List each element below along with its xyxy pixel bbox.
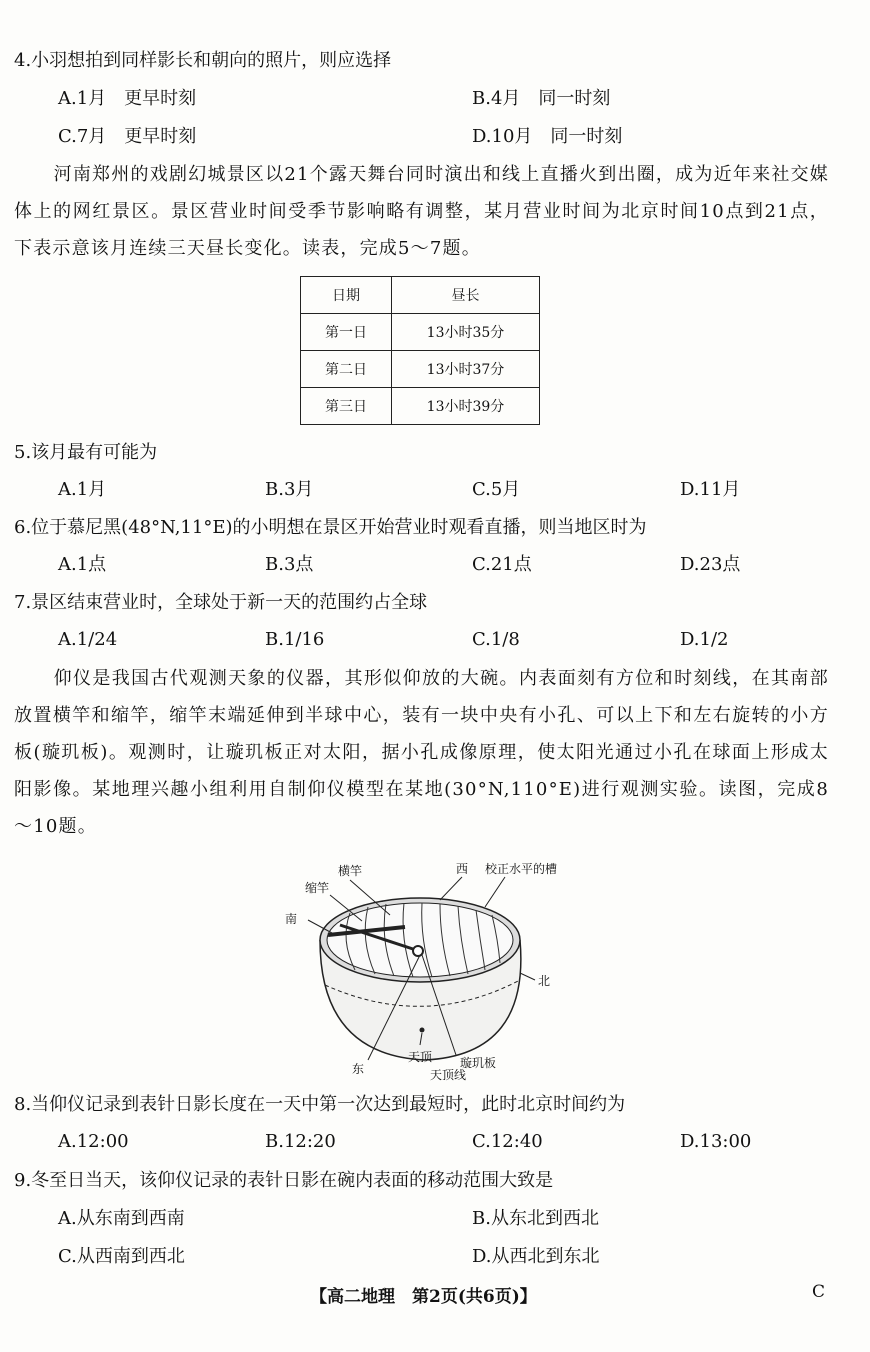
table-row [301,388,540,425]
table-header-daylength: 昼长 [392,277,540,314]
q9-stem: 9.冬至日当天，该仰仪记录的表针日影在碗内表面的移动范围大致是 [14,1170,554,1191]
q5-option-a: A.1月 [58,479,107,500]
passage-scenic-area: 河南郑州的戏剧幻城景区以21个露天舞台同时演出和线上直播火到出圈，成为近年来社交媒体上的网红景区。景区营业时间受季节影响略有调整，某月营业时间为北京时间10点到21点，下表示意该月连续三天昼长变化。读表，完成5～7题。 [14,164,829,259]
label-zenith: 天顶 [408,1050,433,1064]
q6-option-b: B.3点 [265,554,314,575]
page-code: C [812,1282,826,1302]
q6-option-c: C.21点 [472,554,532,575]
q9-option-d: D.从西北到东北 [472,1246,600,1267]
label-north: 北 [538,974,551,988]
q4-option-d: D.10月 同一时刻 [472,126,623,147]
q7-option-c: C.1/8 [472,629,520,650]
table-cell: 13小时39分 [392,388,540,425]
q7-option-d: D.1/2 [680,629,729,650]
yangyi-figure [280,855,600,1085]
q8-option-c: C.12:40 [472,1131,543,1152]
table-cell: 第一日 [301,314,392,351]
table-cell: 13小时35分 [392,314,540,351]
q5-option-c: C.5月 [472,479,521,500]
q8-option-a: A.12:00 [58,1131,129,1152]
q4-stem: 4.小羽想拍到同样影长和朝向的照片，则应选择 [14,50,392,71]
q9-option-b: B.从东北到西北 [472,1208,599,1229]
table-cell: 第二日 [301,351,392,388]
q9-option-a: A.从东南到西南 [58,1208,185,1229]
label-crossbar: 横竿 [338,864,363,878]
q6-option-d: D.23点 [680,554,741,575]
label-east: 东 [352,1062,365,1076]
label-west: 西 [456,862,469,876]
page-footer: 【高二地理 第2页(共6页)】 [310,1287,537,1307]
label-zenith-line: 天顶线 [430,1068,467,1082]
table-header-date: 日期 [301,277,392,314]
q5-stem: 5.该月最有可能为 [14,442,158,463]
table-row [301,351,540,388]
table-cell: 13小时37分 [392,351,540,388]
q9-option-c: C.从西南到西北 [58,1246,185,1267]
q5-option-d: D.11月 [680,479,741,500]
label-slot: 校正水平的槽 [485,862,558,876]
label-rod: 缩竿 [305,881,330,895]
table-row [301,314,540,351]
q4-option-b: B.4月 同一时刻 [472,88,611,109]
table-cell: 第三日 [301,388,392,425]
q8-stem: 8.当仰仪记录到表针日影长度在一天中第一次达到最短时，此时北京时间约为 [14,1094,626,1115]
q8-option-b: B.12:20 [265,1131,336,1152]
label-plate: 璇玑板 [460,1056,497,1070]
xuanji-plate [413,946,423,956]
day-length-table [300,276,540,425]
q7-option-b: B.1/16 [265,629,325,650]
q5-option-b: B.3月 [265,479,314,500]
q4-option-a: A.1月 更早时刻 [58,88,197,109]
q6-option-a: A.1点 [58,554,107,575]
passage-yangyi: 仰仪是我国古代观测天象的仪器，其形似仰放的大碗。内表面刻有方位和时刻线，在其南部放置横竿和缩竿，缩竿末端延伸到半球中心，装有一块中央有小孔、可以上下和左右旋转的小方板(璇玑板)。观测时，让璇玑板正对太阳，据小孔成像原理，使太阳光通过小孔在球面上形成太阳影像。某地理兴趣小组利用自制仰仪模型在某地(30°N,110°E)进行观测实验。读图，完成8～10题。 [14,668,829,837]
bowl-inner [327,903,513,977]
label-south: 南 [285,912,298,926]
q7-stem: 7.景区结束营业时，全球处于新一天的范围约占全球 [14,592,428,613]
zenith-dot [420,1028,425,1033]
q7-option-a: A.1/24 [58,629,118,650]
q4-option-c: C.7月 更早时刻 [58,126,197,147]
q8-option-d: D.13:00 [680,1131,752,1152]
q6-stem: 6.位于慕尼黑(48°N,11°E)的小明想在景区开始营业时观看直播，则当地区时为 [14,517,647,538]
